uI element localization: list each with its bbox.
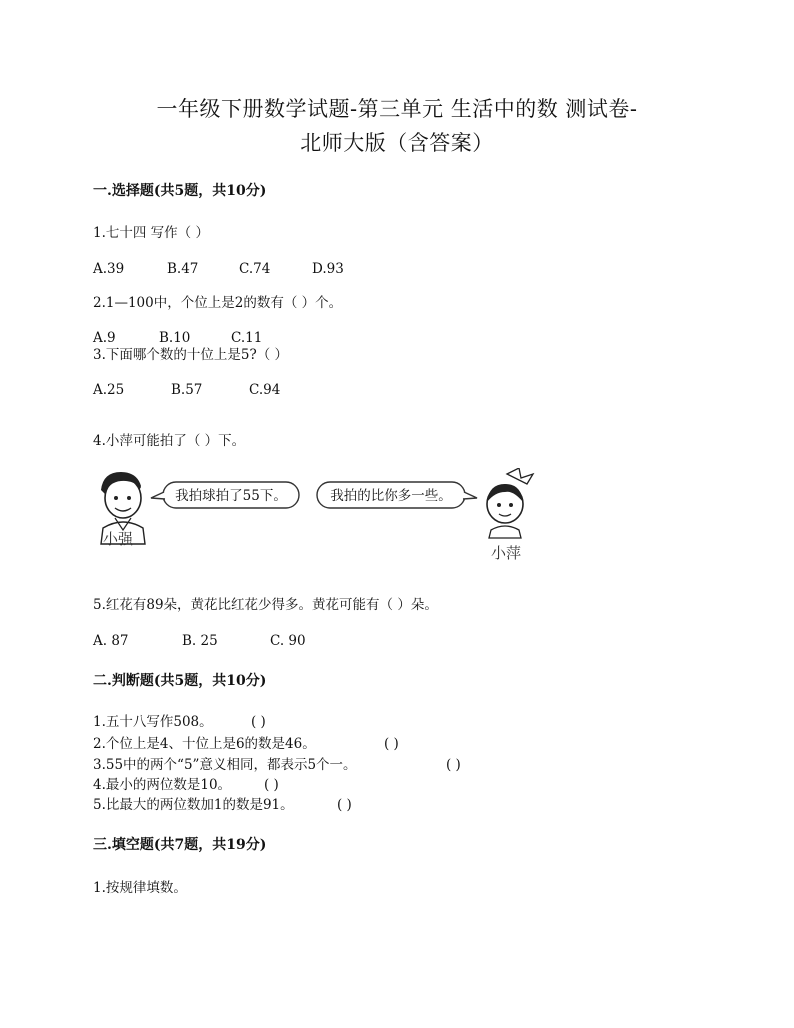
question-5-stem: 5.红花有89朵，黄花比红花少得多。黄花可能有（ ）朵。	[93, 597, 438, 613]
judge-item	[93, 776, 279, 794]
judge-item	[93, 796, 352, 814]
judge-text: 2.个位上是4、十位上是6的数是46。	[93, 736, 316, 752]
question-1-stem: 1.七十四 写作（ ）	[93, 225, 209, 241]
judge-text: 4.最小的两位数是10。	[93, 777, 232, 793]
page-title-line-1: 一年级下册数学试题-第三单元 生活中的数 测试卷-	[156, 97, 638, 121]
option-c[interactable]: C.74	[239, 261, 271, 277]
answer-paren[interactable]: ( )	[446, 757, 461, 773]
girl-figure	[487, 468, 533, 538]
page-title-line-2: 北师大版（含答案）	[300, 131, 494, 155]
question-4-stem: 4.小萍可能拍了（ ）下。	[93, 433, 246, 449]
option-a[interactable]: A.39	[93, 261, 125, 277]
answer-paren[interactable]: ( )	[264, 777, 279, 793]
judge-item	[93, 713, 266, 731]
option-b[interactable]: B.57	[171, 382, 203, 398]
name-left: 小强	[103, 530, 134, 548]
judge-text: 3.55中的两个“5”意义相同，都表示5个一。	[93, 757, 357, 773]
option-d[interactable]: D.93	[312, 261, 344, 277]
judge-text: 5.比最大的两位数加1的数是91。	[93, 797, 294, 813]
fill-question-1-stem: 1.按规律填数。	[93, 880, 187, 896]
bubble-right-text: 我拍的比你多一些。	[330, 488, 452, 504]
name-right: 小萍	[491, 544, 522, 562]
option-c[interactable]: C. 90	[270, 633, 306, 649]
option-c[interactable]: C.94	[249, 382, 281, 398]
section-heading-judge: 二.判断题(共5题，共10分)	[93, 673, 267, 689]
question-3-stem: 3.下面哪个数的十位上是5?（ ）	[93, 347, 288, 363]
answer-paren[interactable]: ( )	[384, 736, 399, 752]
question-4-illustration	[93, 468, 553, 564]
speech-bubble-left	[151, 482, 299, 508]
answer-paren[interactable]: ( )	[337, 797, 352, 813]
option-b[interactable]: B. 25	[182, 633, 218, 649]
speech-bubble-right	[317, 482, 477, 508]
question-2-stem: 2.1—100中，个位上是2的数有（ ）个。	[93, 295, 343, 311]
section-heading-fill: 三.填空题(共7题，共19分)	[93, 837, 267, 853]
judge-item	[93, 756, 461, 774]
option-a[interactable]: A.25	[93, 382, 125, 398]
option-b[interactable]: B.47	[167, 261, 199, 277]
option-c[interactable]: C.11	[231, 330, 263, 346]
option-b[interactable]: B.10	[159, 330, 191, 346]
judge-item	[93, 735, 399, 753]
option-a[interactable]: A.9	[93, 330, 116, 346]
option-a[interactable]: A. 87	[93, 633, 129, 649]
answer-paren[interactable]: ( )	[251, 714, 266, 730]
judge-text: 1.五十八写作508。	[93, 714, 213, 730]
section-heading-choice: 一.选择题(共5题，共10分)	[93, 183, 267, 199]
bubble-left-text: 我拍球拍了55下。	[175, 488, 287, 504]
